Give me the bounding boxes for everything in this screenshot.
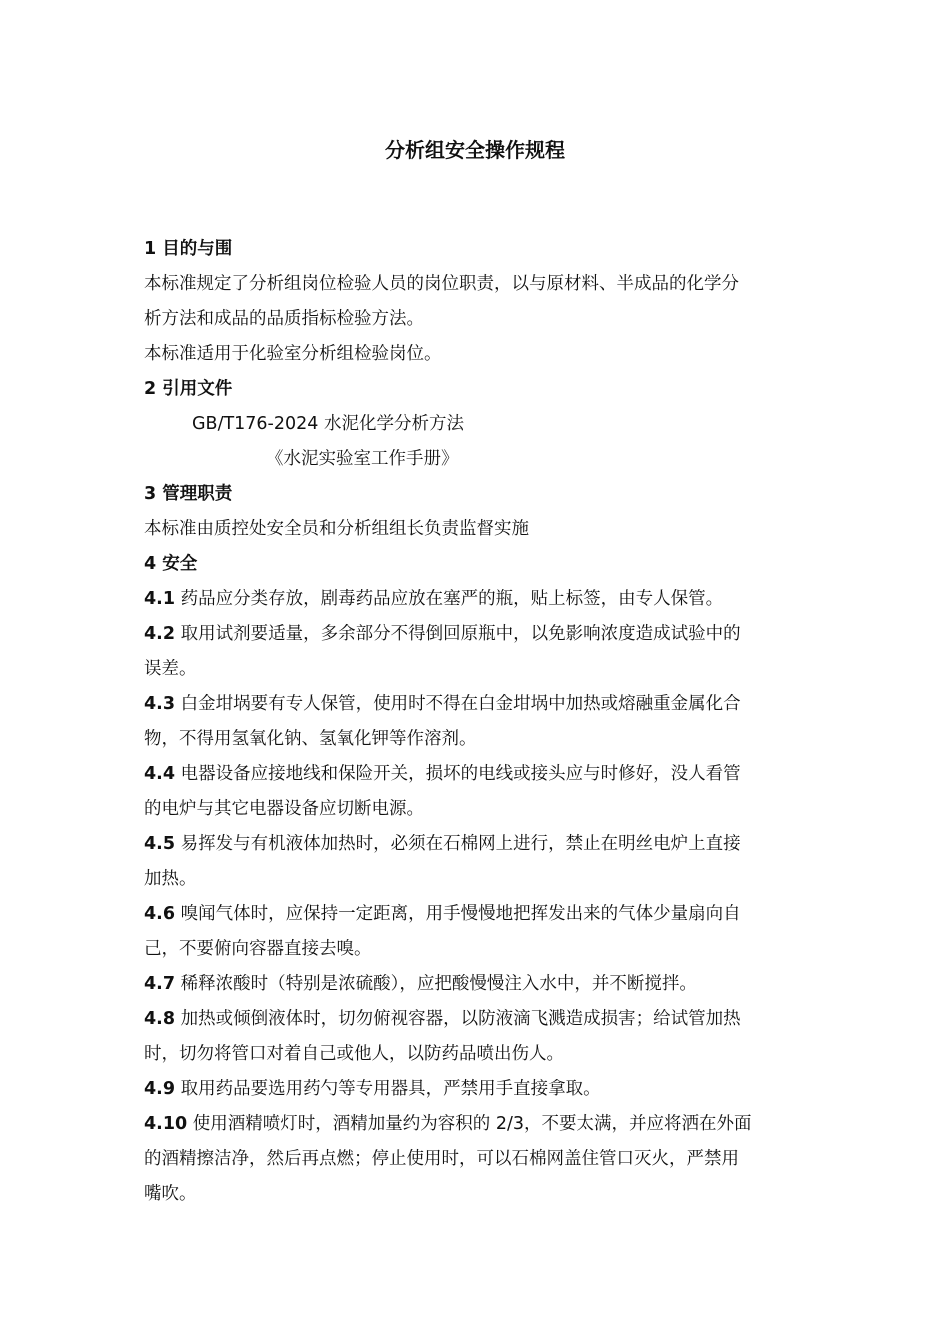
rule-text: 加热。 bbox=[144, 869, 197, 889]
rule-number: 4.4 bbox=[144, 764, 176, 784]
section-3-line: 本标准由质控处安全员和分析组组长负责监督实施 bbox=[144, 519, 529, 539]
rule-text: 嘴吹。 bbox=[144, 1184, 197, 1204]
document-title: 分析组安全操作规程 bbox=[385, 138, 565, 162]
rule-text: 误差。 bbox=[144, 659, 197, 679]
section-1 bbox=[144, 232, 809, 372]
rule-number: 4.1 bbox=[144, 589, 176, 609]
rule-number: 4.2 bbox=[144, 624, 176, 644]
rule-text: 电器设备应接地线和保险开关，损坏的电线或接头应与时修好，没人看管 bbox=[180, 764, 741, 784]
section-1-line: 本标准规定了分析组岗位检验人员的岗位职责，以与原材料、半成品的化学分 bbox=[144, 274, 739, 294]
section-3-heading: 3 管理职责 bbox=[144, 484, 233, 504]
rule-item-4-9 bbox=[144, 1072, 809, 1107]
rule-number: 4.6 bbox=[144, 904, 176, 924]
rule-item-4-2 bbox=[144, 617, 809, 687]
rule-item-4-10 bbox=[144, 1107, 809, 1212]
rule-text: 己，不要俯向容器直接去嗅。 bbox=[144, 939, 372, 959]
section-1-line: 本标准适用于化验室分析组检验岗位。 bbox=[144, 344, 442, 364]
rule-text: 嗅闻气体时，应保持一定距离，用手慢慢地把挥发出来的气体少量扇向自 bbox=[180, 904, 741, 924]
rule-text: 时，切勿将管口对着自己或他人，以防药品喷出伤人。 bbox=[144, 1044, 564, 1064]
rule-text: 的酒精擦洁净，然后再点燃；停止使用时，可以石棉网盖住管口灭火，严禁用 bbox=[144, 1149, 739, 1169]
rule-item-4-8 bbox=[144, 1002, 809, 1072]
section-2-heading: 2 引用文件 bbox=[144, 379, 233, 399]
reference-item: 《水泥实验室工作手册》 bbox=[266, 449, 459, 469]
rule-number: 4.9 bbox=[144, 1079, 176, 1099]
section-1-heading: 1 目的与围 bbox=[144, 239, 233, 259]
rule-text: 稀释浓酸时（特别是浓硫酸），应把酸慢慢注入水中，并不断搅拌。 bbox=[180, 974, 697, 994]
rule-number: 4.8 bbox=[144, 1009, 176, 1029]
rule-number: 4.10 bbox=[144, 1114, 188, 1134]
rule-text: 药品应分类存放，剧毒药品应放在塞严的瓶，贴上标签，由专人保管。 bbox=[180, 589, 724, 609]
rule-item-4-3 bbox=[144, 687, 809, 757]
document-body bbox=[144, 232, 809, 1212]
rule-text: 白金坩埚要有专人保管，使用时不得在白金坩埚中加热或熔融重金属化合 bbox=[180, 694, 741, 714]
section-4 bbox=[144, 547, 809, 1212]
section-3 bbox=[144, 477, 809, 547]
rule-item-4-6 bbox=[144, 897, 809, 967]
rule-text: 易挥发与有机液体加热时，必须在石棉网上进行，禁止在明丝电炉上直接 bbox=[180, 834, 741, 854]
reference-item: GB/T176-2024 水泥化学分析方法 bbox=[192, 414, 464, 434]
rule-text: 的电炉与其它电器设备应切断电源。 bbox=[144, 799, 424, 819]
rule-item-4-1 bbox=[144, 582, 809, 617]
rule-item-4-7 bbox=[144, 967, 809, 1002]
rule-number: 4.3 bbox=[144, 694, 176, 714]
rule-text: 加热或倾倒液体时，切勿俯视容器，以防液滴飞溅造成损害；给试管加热 bbox=[180, 1009, 741, 1029]
rule-number: 4.7 bbox=[144, 974, 176, 994]
rule-item-4-4 bbox=[144, 757, 809, 827]
section-2 bbox=[144, 372, 809, 477]
rule-text: 使用酒精喷灯时，酒精加量约为容积的 2/3，不要太满，并应将洒在外面 bbox=[192, 1114, 752, 1134]
section-1-line: 析方法和成品的品质指标检验方法。 bbox=[144, 309, 424, 329]
rule-item-4-5 bbox=[144, 827, 809, 897]
rule-text: 物，不得用氢氧化钠、氢氧化钾等作溶剂。 bbox=[144, 729, 477, 749]
rule-text: 取用试剂要适量，多余部分不得倒回原瓶中，以免影响浓度造成试验中的 bbox=[180, 624, 741, 644]
section-4-heading: 4 安全 bbox=[144, 554, 198, 574]
rule-number: 4.5 bbox=[144, 834, 176, 854]
rule-text: 取用药品要选用药勺等专用器具，严禁用手直接拿取。 bbox=[180, 1079, 601, 1099]
